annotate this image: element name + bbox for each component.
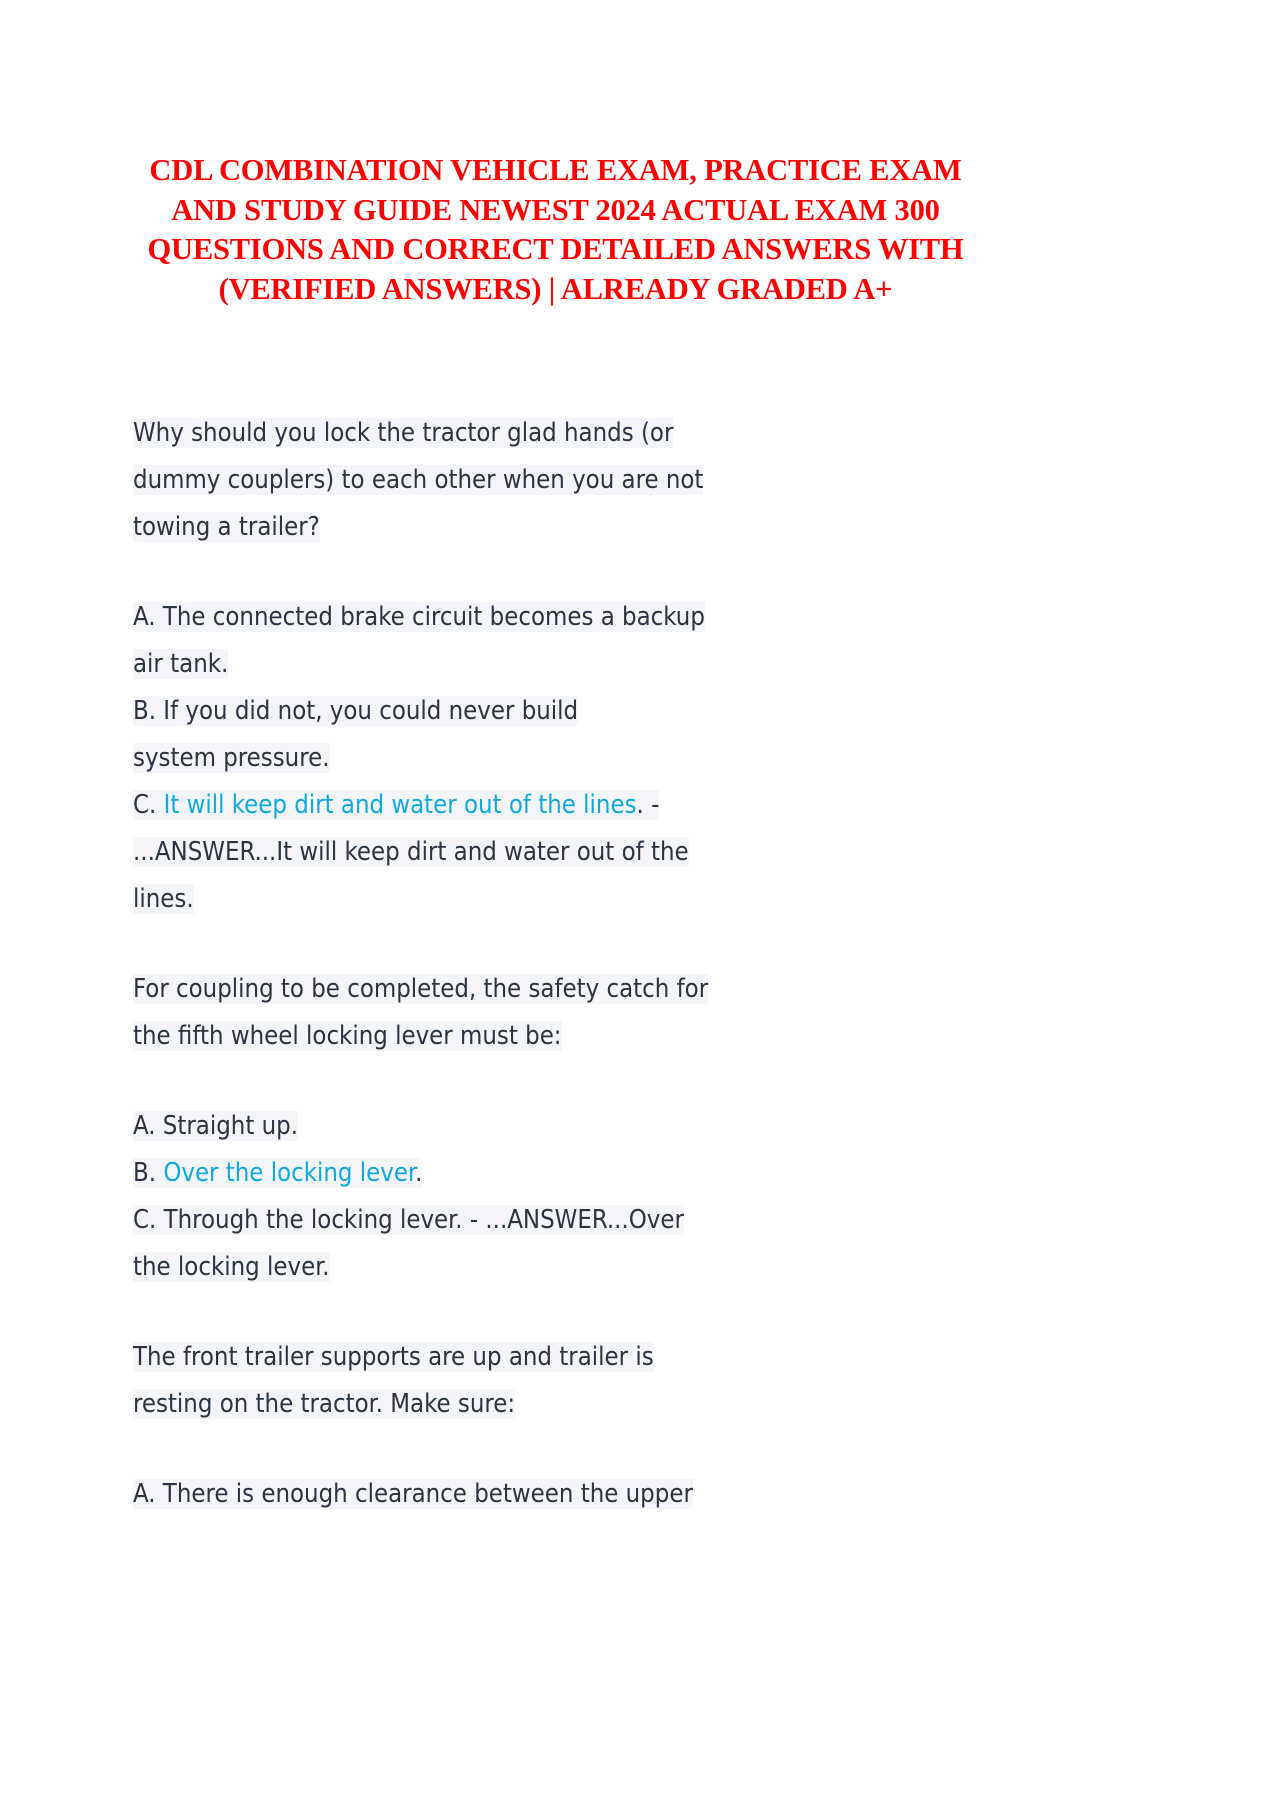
answer-options-block-3 (133, 1471, 983, 1518)
question-line (133, 457, 983, 504)
question-line (133, 1334, 983, 1381)
question-2-line-1: For coupling to be completed, the safety catch for (133, 974, 709, 1004)
question-line (133, 966, 983, 1013)
question-1-line-1: Why should you lock the tractor glad hands (or (133, 418, 674, 448)
option-1a-line-1: A. The connected brake circuit becomes a backup (133, 602, 705, 632)
question-block-1 (133, 410, 983, 551)
question-line (133, 410, 983, 457)
option-line (133, 1244, 983, 1291)
option-2b-suffix: . (415, 1158, 423, 1188)
answer-line (133, 829, 983, 876)
option-2a: A. Straight up. (133, 1111, 299, 1141)
option-line (133, 735, 983, 782)
option-line (133, 594, 983, 641)
option-line (133, 1103, 983, 1150)
option-line (133, 641, 983, 688)
option-3a-line-1: A. There is enough clearance between the upper (133, 1479, 693, 1509)
option-1c-answer-text: It will keep dirt and water out of the lines (163, 790, 637, 820)
question-block-2 (133, 966, 983, 1060)
answer-1-line-2: lines. (133, 884, 194, 914)
answer-options-block-1 (133, 594, 983, 923)
option-line (133, 782, 983, 829)
question-3-line-2: resting on the tractor. Make sure: (133, 1389, 516, 1419)
question-3-line-1: The front trailer supports are up and trailer is (133, 1342, 654, 1372)
option-1b-line-2: system pressure. (133, 743, 330, 773)
option-line (133, 1150, 983, 1197)
option-2b-prefix: B. (133, 1158, 164, 1188)
option-line (133, 688, 983, 735)
option-2c-line-2: the locking lever. (133, 1252, 330, 1282)
option-1a-line-2: air tank. (133, 649, 229, 679)
page-title: CDL COMBINATION VEHICLE EXAM, PRACTICE EXAM AND STUDY GUIDE NEWEST 2024 ACTUAL EXAM 300 QUESTIONS AND CORRECT DETAILED ANSWERS WITH (VERIFIED ANSWERS) | ALREADY GRADED A+ (147, 153, 964, 306)
option-2c-line-1: C. Through the locking lever. - ...ANSWER...Over (133, 1205, 684, 1235)
answer-line (133, 876, 983, 923)
option-1c-suffix: . - (636, 790, 660, 820)
answer-options-block-2 (133, 1103, 983, 1291)
answer-1-line-1: ...ANSWER...It will keep dirt and water out of the (133, 837, 689, 867)
document-body (133, 410, 983, 1518)
option-2b-answer-text: Over the locking lever (163, 1158, 416, 1188)
question-line (133, 1013, 983, 1060)
question-line (133, 1381, 983, 1428)
option-1b-line-1: B. If you did not, you could never build (133, 696, 579, 726)
option-line (133, 1471, 983, 1518)
question-line (133, 504, 983, 551)
question-1-line-2: dummy couplers) to each other when you are not (133, 465, 704, 495)
question-block-3 (133, 1334, 983, 1428)
question-2-line-2: the fifth wheel locking lever must be: (133, 1021, 562, 1051)
option-1c-prefix: C. (133, 790, 164, 820)
option-line (133, 1197, 983, 1244)
question-1-line-3: towing a trailer? (133, 512, 320, 542)
